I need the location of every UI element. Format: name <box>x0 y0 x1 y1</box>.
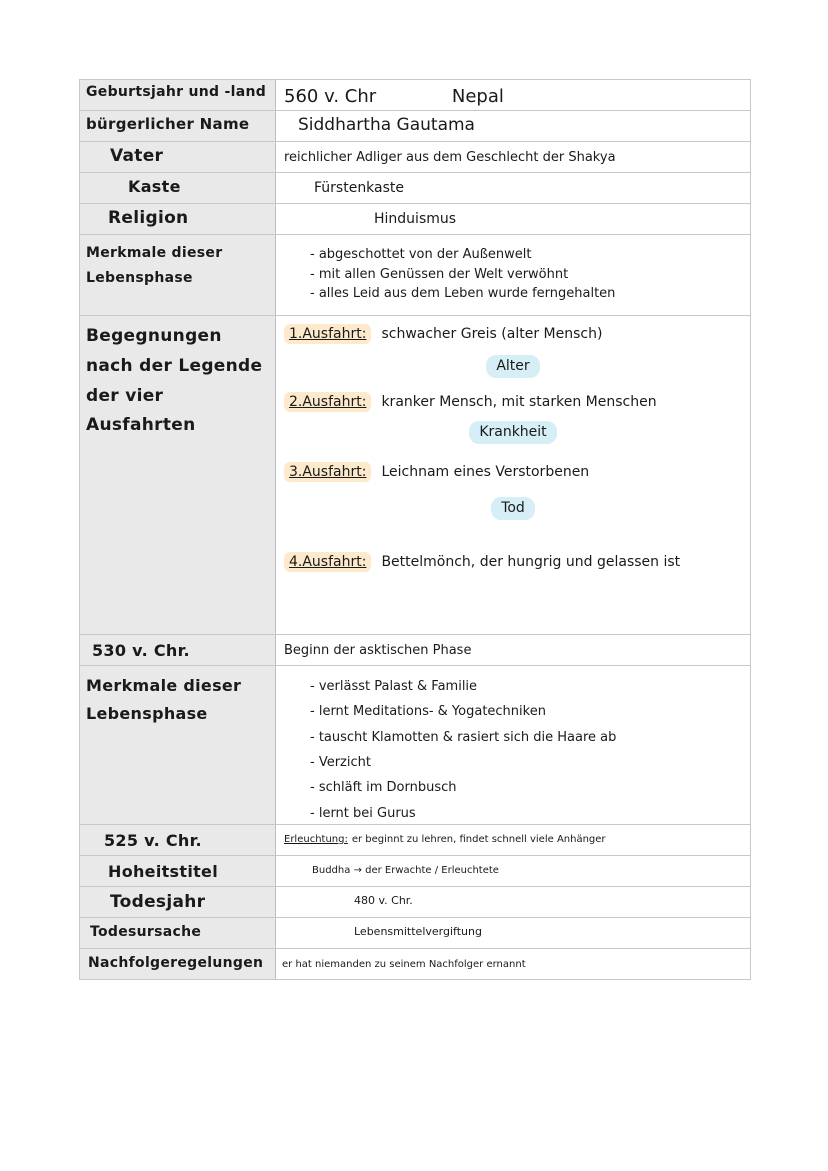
value-succ: er hat niemanden zu seinem Nachfolger ernannt <box>282 959 526 970</box>
row-caste <box>80 173 750 204</box>
ride-1 <box>284 324 742 345</box>
list-item: - tauscht Klamotten & rasiert sich die Haare ab <box>310 725 742 750</box>
ride-3-tag: 3.Ausfahrt: <box>284 462 371 482</box>
ride-4-tag: 4.Ausfahrt: <box>284 552 371 572</box>
ride-3 <box>284 462 742 483</box>
list-item: - lernt bei Gurus <box>310 801 742 826</box>
ride-2-concept: Krankheit <box>469 421 556 444</box>
value-traits1 <box>276 235 750 315</box>
traits1-list <box>310 245 742 304</box>
value-death: 480 v. Chr. <box>354 894 413 907</box>
ride-2-tag: 2.Ausfahrt: <box>284 392 371 412</box>
value-birth <box>276 80 750 110</box>
ride-1-text: schwacher Greis (alter Mensch) <box>381 326 603 342</box>
biography-table <box>79 79 751 980</box>
value-religion: Hinduismus <box>374 211 457 227</box>
ride-1-concept-wrap <box>284 355 742 378</box>
label-name: bürgerlicher Name <box>80 111 276 141</box>
row-ascetic <box>80 635 750 666</box>
label-religion: Religion <box>80 204 276 234</box>
ride-3-concept-wrap <box>284 497 742 520</box>
ride-1-concept: Alter <box>486 355 539 378</box>
ride-3-text: Leichnam eines Verstorbenen <box>381 464 590 480</box>
list-item: - alles Leid aus dem Leben wurde ferngehalten <box>310 284 742 304</box>
row-name <box>80 111 750 142</box>
value-caste: Fürstenkaste <box>314 180 405 196</box>
row-father <box>80 142 750 173</box>
label-ascetic: 530 v. Chr. <box>80 635 276 665</box>
list-item: - Verzicht <box>310 750 742 775</box>
ride-2-text: kranker Mensch, mit starken Menschen <box>381 394 657 410</box>
value-traits2 <box>276 666 750 824</box>
value-ascetic: Beginn der asktischen Phase <box>284 643 472 658</box>
birth-country: Nepal <box>451 86 504 107</box>
label-enlight: 525 v. Chr. <box>80 825 276 855</box>
row-rides <box>80 316 750 635</box>
ride-3-concept: Tod <box>491 497 535 520</box>
birth-year: 560 v. Chr <box>284 86 377 107</box>
label-father: Vater <box>80 142 276 172</box>
list-item: - schläft im Dornbusch <box>310 775 742 800</box>
label-traits1: Merkmale dieser Lebensphase <box>80 235 276 315</box>
value-rides <box>276 316 750 634</box>
row-cause <box>80 918 750 949</box>
list-item: - mit allen Genüssen der Welt verwöhnt <box>310 265 742 285</box>
row-enlight <box>80 825 750 856</box>
row-death <box>80 887 750 918</box>
label-traits2: Merkmale dieser Lebensphase <box>80 666 276 824</box>
label-rides: Begegnungen nach der Legende der vier Ausfahrten <box>80 316 276 634</box>
row-succ <box>80 949 750 980</box>
value-enlight <box>276 825 750 855</box>
value-name: Siddhartha Gautama <box>298 115 475 135</box>
row-traits1 <box>80 235 750 316</box>
enlight-text: er beginnt zu lehren, findet schnell viele Anhänger <box>351 834 606 845</box>
list-item: - verlässt Palast & Familie <box>310 674 742 699</box>
traits2-list <box>310 674 742 826</box>
label-caste: Kaste <box>80 173 276 203</box>
ride-2 <box>284 392 742 413</box>
value-father: reichlicher Adliger aus dem Geschlecht der Shakya <box>284 150 616 165</box>
enlight-prefix: Erleuchtung: <box>284 834 348 845</box>
list-item: - abgeschottet von der Außenwelt <box>310 245 742 265</box>
label-death: Todesjahr <box>80 887 276 917</box>
row-birth <box>80 80 750 111</box>
label-title: Hoheitstitel <box>80 856 276 886</box>
list-item: - lernt Meditations- & Yogatechniken <box>310 699 742 724</box>
value-title: Buddha → der Erwachte / Erleuchtete <box>312 865 499 876</box>
ride-4 <box>284 552 742 573</box>
ride-4-text: Bettelmönch, der hungrig und gelassen ist <box>381 554 681 570</box>
row-religion <box>80 204 750 235</box>
ride-1-tag: 1.Ausfahrt: <box>284 324 371 344</box>
label-succ: Nachfolgeregelungen <box>80 949 276 979</box>
label-birth: Geburtsjahr und -land <box>80 80 276 110</box>
ride-2-concept-wrap <box>284 421 742 444</box>
value-cause: Lebensmittelvergiftung <box>354 925 482 938</box>
row-title <box>80 856 750 887</box>
label-cause: Todesursache <box>80 918 276 948</box>
row-traits2 <box>80 666 750 825</box>
